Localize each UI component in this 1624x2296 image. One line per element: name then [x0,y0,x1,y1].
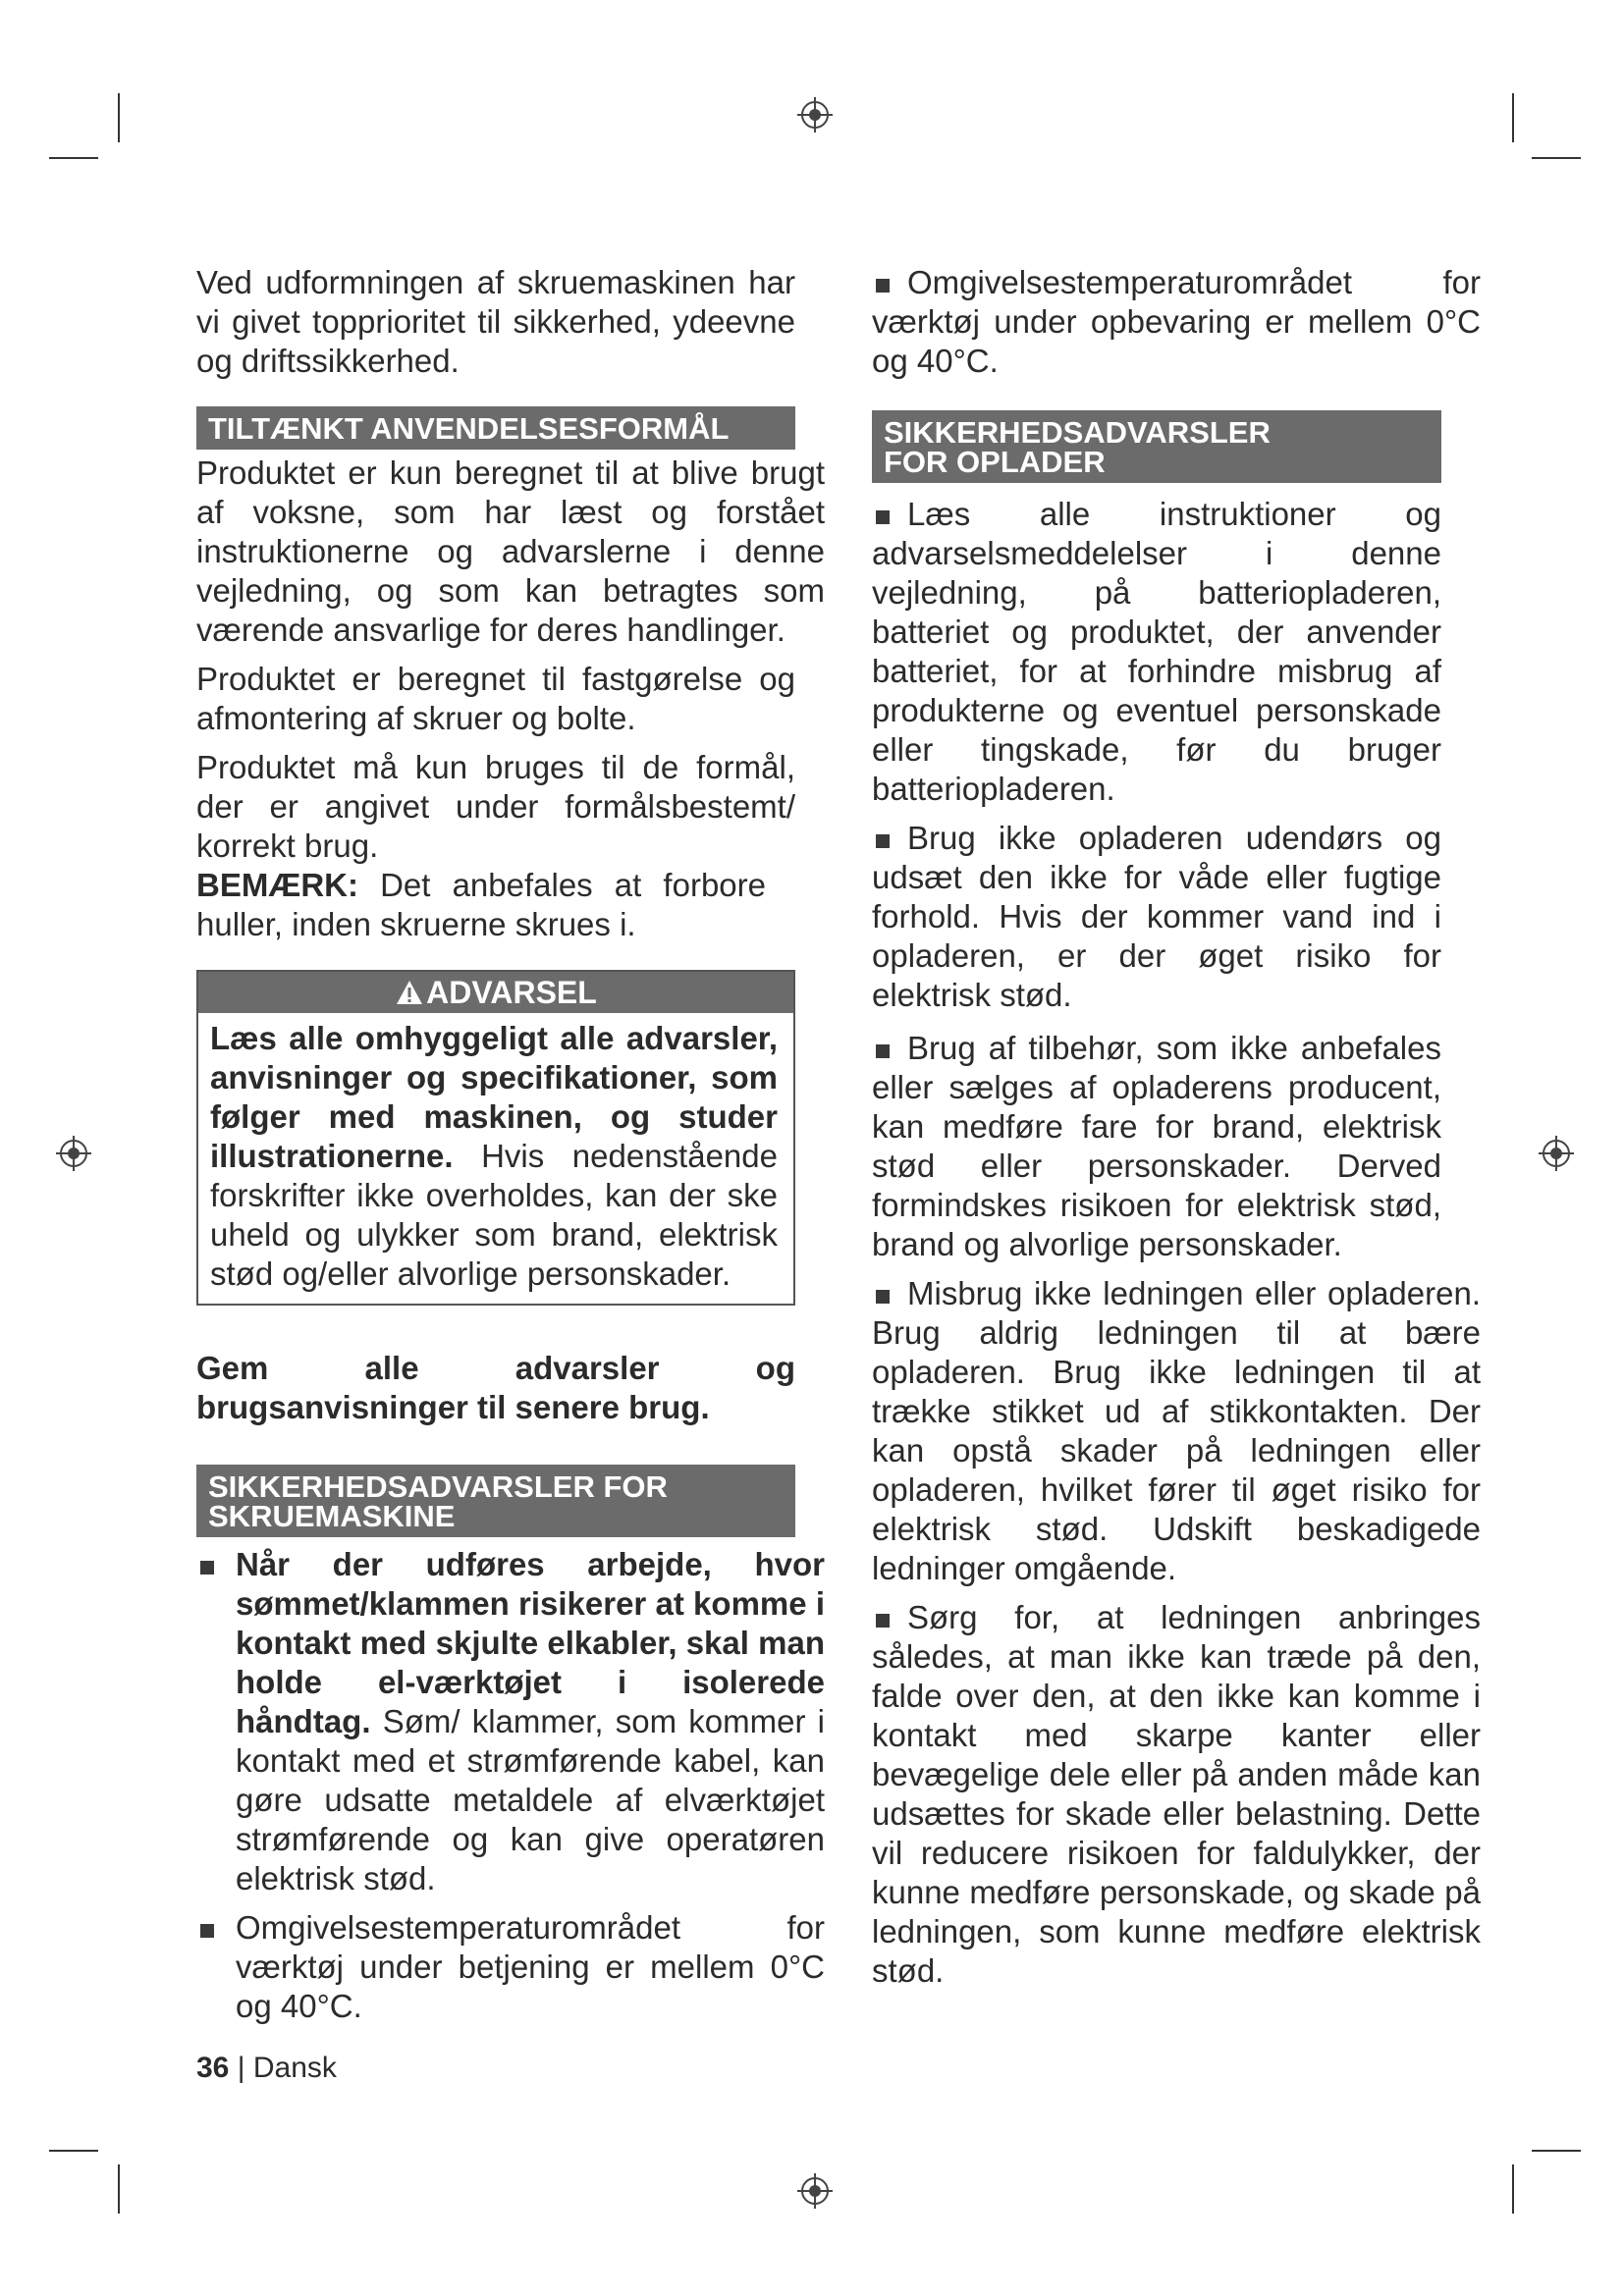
bullet-text: Omgivelsestemperaturområdet for værktøj under opbevaring er mellem 0°C og 40°C. [872,264,1481,379]
note-text: Det anbefales at forbore huller, inden skruerne skrues i. [196,867,766,942]
page-footer [196,2052,337,2085]
crop-mark [118,2164,120,2214]
crop-mark [1512,2164,1514,2214]
crop-mark [49,2150,98,2152]
list-item [196,1545,825,1898]
warning-bold-text: Læs alle omhyggeligt alle advarsler, anvisninger og specifikationer, som følger med maskinen, og studer illustrationerne. [210,1020,778,1174]
bullet-square-icon [876,510,890,524]
page-number: 36 [196,2052,230,2084]
crop-mark [1532,2150,1581,2152]
list-item [872,495,1441,809]
footer-language: Dansk [252,2052,337,2084]
bullet-text: Brug ikke opladeren udendørs og udsæt den ikke for våde eller fugtige forhold. Hvis der kommer vand ind i opladeren, er der øget risiko for elektrisk stød. [872,820,1441,1013]
warning-body [198,1013,793,1304]
warning-normal-text: Hvis nedenstående forskrifter ikke overholdes, kan der ske uheld og ulykker som brand, elektrisk stød og/eller alvorlige personskader. [210,1138,778,1292]
footer-separator: | [229,2052,253,2084]
crop-mark [118,93,120,142]
bullet-square-icon [200,1561,214,1575]
section-heading-charger-safety: SIKKERHEDSADVARSLER FOR OPLADER [872,410,1441,483]
bullet-text: Søm/ klammer, som kommer i kontakt med et strømførende kabel, kan gøre udsatte metaldele af elværktøjet strømførende og kan give operatøren elektrisk stød. [236,1703,825,1896]
list-item [196,1908,825,2026]
registration-mark-icon [1537,1134,1576,1173]
warning-triangle-icon [395,979,424,1006]
crop-mark [1512,93,1514,142]
bullet-square-icon [876,1614,890,1628]
intended-use-paragraph-2: Produktet er beregnet til fastgørelse og afmontering af skruer og bolte. [196,661,795,736]
list-item [872,1598,1481,1991]
section-heading-screwdriver-safety: SIKKERHEDSADVARSLER FOR SKRUEMASKINE [196,1465,795,1537]
note-label: BEMÆRK: [196,867,358,903]
bullet-bold-text: Når der udføres arbejde, hvor sømmet/klammen risikerer at komme i kontakt med skjulte elkabler, skal man holde el-værktøjet i isolerede håndtag. [236,1546,825,1739]
intro-paragraph: Ved udformningen af skruemaskinen har vi givet topprioritet til sikkerhed, ydeevne og driftssikkerhed. [196,264,795,379]
warning-box [196,970,795,1306]
bullet-square-icon [200,1924,214,1938]
list-item [872,263,1481,381]
bullet-text: Omgivelsestemperaturområdet for værktøj under betjening er mellem 0°C og 40°C. [236,1909,825,2024]
keep-instructions-text: Gem alle advarsler og brugsanvisninger til senere brug. [196,1350,795,1425]
section-heading-intended-use: TILTÆNKT ANVENDELSESFORMÅL [196,406,795,450]
bullet-text: Misbrug ikke ledningen eller opladeren. Brug aldrig ledningen til at bære opladeren. Brug ikke ledningen til at trække stikket ud af stikkontakten. Der kan opstå skader på ledningen eller opladeren, hvilket fører til øget risiko for elektrisk stød. Udskift beskadigede ledninger omgående. [872,1275,1481,1586]
list-item [872,1029,1441,1264]
registration-mark-icon [795,2171,835,2211]
crop-mark [1532,157,1581,159]
warning-header [198,972,793,1013]
registration-mark-icon [54,1134,93,1173]
left-column [196,263,825,2026]
bullet-square-icon [876,279,890,293]
note-paragraph [196,866,825,944]
bullet-text: Brug af tilbehør, som ikke anbefales eller sælges af opladerens producent, kan medføre fare for brand, elektrisk stød eller personskader. Derved formindskes risikoen for elektrisk stød, brand og alvorlige personskader. [872,1030,1441,1262]
registration-mark-icon [795,95,835,134]
warning-text [210,1019,778,1294]
crop-mark [49,157,98,159]
intended-use-paragraph-3: Produktet må kun bruges til de formål, der er angivet under formålsbestemt/ korrekt brug. [196,749,795,864]
list-item [872,819,1441,1015]
bullet-square-icon [876,1290,890,1304]
list-item [872,1274,1481,1588]
warning-title: ADVARSEL [426,975,597,1010]
bullet-square-icon [876,834,890,848]
bullet-square-icon [876,1044,890,1058]
intended-use-paragraph-1: Produktet er kun beregnet til at blive brugt af voksne, som har læst og forstået instruktionerne og advarslerne i denne vejledning, og som kan betragtes som værende ansvarlige for deres handlinger. [196,454,825,648]
bullet-text: Sørg for, at ledningen anbringes således, at man ikke kan træde på den, falde over den, at den ikke kan komme i kontakt med skarpe kanter eller bevægelige dele eller på anden måde kan udsættes for skade eller belastning. Dette vil reducere risikoen for faldulykker, der kunne medføre personskade, og skade på ledningen, som kunne medføre elektrisk stød. [872,1599,1481,1989]
right-column [872,263,1481,1991]
bullet-text: Læs alle instruktioner og advarselsmeddelelser i denne vejledning, på batteriopladeren, batteriet og produktet, der anvender batteriet, for at forhindre misbrug af produkterne og eventuel personskade eller tingskade, før du bruger batteriopladeren. [872,496,1441,807]
